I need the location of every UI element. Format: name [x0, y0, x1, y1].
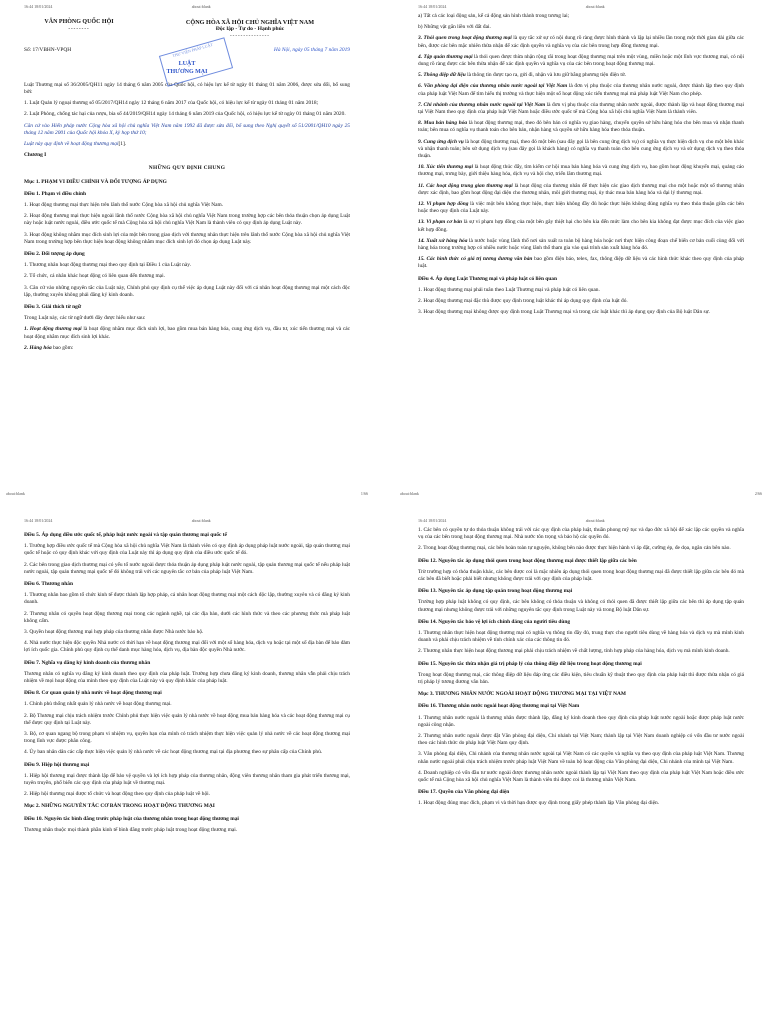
- clause: 3. Văn phòng đại diện, Chi nhánh của thương nhân nước ngoài tại Việt Nam có các quyền và nghĩa vụ theo quy định của pháp luật Việt Nam. Thương nhân nước ngoài phải chịu trách nhiệm trước pháp luật Việt Nam về toàn bộ hoạt động của Văn phòng đại diện, Chi nhánh của mình tại Việt Nam.: [418, 751, 744, 765]
- article-heading: Điều 8. Cơ quan quản lý nhà nước về hoạt động thương mại: [24, 690, 162, 697]
- clause: Thương nhân có nghĩa vụ đăng ký kinh doanh theo quy định của pháp luật. Trường hợp chưa đăng ký kinh doanh, thương nhân vẫn phải chịu trách nhiệm về mọi hoạt động của mình theo quy định của Luật này và quy định khác của pháp luật.: [24, 670, 350, 685]
- print-timestamp: 16:44 18/01/2024: [24, 4, 53, 9]
- clause: Thương nhân thuộc mọi thành phần kinh tế bình đẳng trước pháp luật trong hoạt động thương mại.: [24, 826, 238, 833]
- clause: 3. Hoạt động thương mại không được quy định trong Luật Thương mại và trong các luật khác thì áp dụng quy định của Bộ luật Dân sự.: [418, 309, 710, 316]
- article-heading: Điều 17. Quyền của Văn phòng đại diện: [418, 789, 510, 796]
- clause: 2. Tổ chức, cá nhân khác hoạt động có liên quan đến thương mại.: [24, 273, 165, 280]
- definition: 2. Hàng hóa bao gồm:: [24, 344, 74, 351]
- page-footer: about:blank 2/66: [400, 490, 762, 496]
- definition: 15. Các hình thức có giá trị tương đương văn bản bao gồm điện báo, telex, fax, thông điệp dữ liệu và các hình thức khác theo quy định của pháp luật.: [418, 256, 744, 270]
- document-page-2: [394, 0, 768, 500]
- section-heading: Mục 2. NHỮNG NGUYÊN TẮC CƠ BẢN TRONG HOẠT ĐỘNG THƯƠNG MẠI: [24, 803, 215, 810]
- article-heading: Điều 12. Nguyên tắc áp dụng thói quen trong hoạt động thương mại được thiết lập giữa các bên: [418, 557, 637, 564]
- page-header: 16:44 18/01/2024 about:blank: [418, 518, 605, 523]
- clause: 2. Thương nhân thực hiện hoạt động thương mại phải chịu trách nhiệm về chất lượng, tính hợp pháp của hàng hóa, dịch vụ mà mình kinh doanh.: [418, 648, 730, 655]
- clause: 4. Doanh nghiệp có vốn đầu tư nước ngoài được thương nhân nước ngoài thành lập tại Việt Nam theo quy định của pháp luật Việt Nam hoặc điều ước quốc tế mà Cộng hòa xã hội chủ nghĩa Việt Nam là thành viên thì được coi là thương nhân Việt Nam.: [418, 769, 744, 784]
- clause: 2. Trong hoạt động thương mại, các bên hoàn toàn tự nguyện, không bên nào được thực hiện hành vi áp đặt, cưỡng ép, đe dọa, ngăn cản bên nào.: [418, 545, 731, 552]
- clause: 1. Hoạt động đúng mục đích, phạm vi và thời hạn được quy định trong giấy phép thành lập Văn phòng đại diện.: [418, 800, 660, 807]
- document-page-1: [0, 0, 374, 500]
- page-header: [24, 0, 350, 13]
- definition: 10. Xúc tiến thương mại là hoạt động thúc đẩy, tìm kiếm cơ hội mua bán hàng hóa và cung ứng dịch vụ, bao gồm hoạt động khuyến mại, quảng cáo thương mại, trưng bày, giới thiệu hàng hóa, dịch vụ và hội chợ, triển lãm thương mại.: [418, 164, 745, 178]
- definition: 1. Hoạt động thương mại là hoạt động nhằm mục đích sinh lợi, bao gồm mua bán hàng hóa, cung ứng dịch vụ, đầu tư, xúc tiến thương mại và các hoạt động nhằm mục đích sinh lợi khác.: [24, 326, 351, 340]
- article-heading: Điều 10. Nguyên tắc bình đẳng trước pháp luật của thương nhân trong hoạt động thương mại: [24, 815, 239, 822]
- page-header: 16:44 18/01/2024 about:blank: [418, 4, 605, 9]
- definition: 13. Vi phạm cơ bản là sự vi phạm hợp đồng của một bên gây thiệt hại cho bên kia đến mức làm cho bên kia không đạt được mục đích của việc giao kết hợp đồng.: [418, 219, 744, 233]
- definition: 7. Chi nhánh của thương nhân nước ngoài tại Việt Nam là đơn vị phụ thuộc của thương nhân nước ngoài, được thành lập và hoạt động thương mại tại Việt Nam theo quy định của pháp luật Việt Nam hoặc điều ước quốc tế mà Cộng hòa xã hội chủ nghĩa Việt Nam là thành viên.: [418, 101, 744, 116]
- document-date: Hà Nội, ngày 05 tháng 7 năm 2019: [273, 46, 350, 53]
- issuing-office: VĂN PHÒNG QUỐC HỘI: [44, 19, 114, 25]
- section-heading: Mục 1. PHẠM VI ĐIỀU CHỈNH VÀ ĐỐI TƯỢNG ÁP DỤNG: [24, 178, 167, 185]
- definition: 8. Mua bán hàng hóa là hoạt động thương mại, theo đó bên bán có nghĩa vụ giao hàng, chuyển quyền sở hữu hàng hóa cho bên mua và nhận thanh toán; bên mua có nghĩa vụ thanh toán cho bên bán, nhận hàng và quyền sở hữu hàng hóa theo thỏa thuận.: [418, 120, 744, 134]
- intro-paragraph: Luật Thương mại số 36/2005/QH11 ngày 14 tháng 6 năm 2005 của Quốc hội, có hiệu lực kể từ ngày 01 tháng 01 năm 2006, được sửa đổi, bổ sung bởi:: [24, 81, 350, 96]
- document-number: Số: 17/VBHN-VPQH: [24, 46, 72, 53]
- page-header: 16:44 18/01/2024 about:blank: [24, 518, 211, 523]
- legal-scope: Luật này quy định về hoạt động thương mại: [24, 141, 119, 148]
- clause: 1. Trường hợp điều ước quốc tế mà Cộng hòa xã hội chủ nghĩa Việt Nam là thành viên có quy định áp dụng pháp luật nước ngoài, tập quán thương mại quốc tế hoặc có quy định khác với quy định của Luật này thì áp dụng quy định của điều ước quốc tế đó.: [24, 543, 350, 557]
- library-watermark-stamp: THƯ VIỆN PHÁP LUẬT: [159, 37, 233, 87]
- clause: 1. Thương nhân thực hiện hoạt động thương mại có nghĩa vụ thông tin đầy đủ, trung thực cho người tiêu dùng về hàng hóa và dịch vụ mà mình kinh doanh và phải chịu trách nhiệm về tính chính xác của các thông tin đó.: [418, 630, 744, 644]
- article-heading: Điều 1. Phạm vi điều chỉnh: [24, 190, 87, 197]
- clause: 3. Quyền hoạt động thương mại hợp pháp của thương nhân được Nhà nước bảo hộ.: [24, 629, 204, 636]
- clause: 2. Thương nhân nước ngoài được đặt Văn phòng đại diện, Chi nhánh tại Việt Nam; thành lập tại Việt Nam doanh nghiệp có vốn đầu tư nước ngoài theo các hình thức do pháp luật Việt Nam quy định.: [418, 733, 744, 747]
- definition: 3. Thói quen trong hoạt động thương mại là quy tắc xử sự có nội dung rõ ràng được hình thành và lặp lại nhiều lần trong một thời gian dài giữa các bên, được các bên mặc nhiên thừa nhận để xác định quyền và nghĩa vụ của các bên trong hợp đồng thương mại.: [418, 35, 744, 49]
- page-number: 2/66: [754, 490, 762, 496]
- article-heading: Điều 3. Giải thích từ ngữ: [24, 304, 82, 311]
- article-heading: Điều 13. Nguyên tắc áp dụng tập quán trong hoạt động thương mại: [418, 588, 573, 595]
- article-heading: Điều 4. Áp dụng Luật Thương mại và pháp luật có liên quan: [418, 275, 557, 282]
- document-page-4: [394, 514, 768, 1014]
- chapter-title: NHỮNG QUY ĐỊNH CHUNG: [148, 165, 226, 172]
- chapter-label: Chương I: [24, 152, 47, 159]
- clause: Trong hoạt động thương mại, các thông điệp dữ liệu đáp ứng các điều kiện, tiêu chuẩn kỹ thuật theo quy định của pháp luật thì được thừa nhận có giá trị pháp lý tương đương văn bản.: [418, 671, 744, 686]
- clause: Trong Luật này, các từ ngữ dưới đây được hiểu như sau:: [24, 315, 146, 322]
- clause: Trường hợp pháp luật không có quy định, các bên không có thỏa thuận và không có thói quen đã được thiết lập giữa các bên thì áp dụng tập quán thương mại nhưng không được trái với những nguyên tắc quy định trong Luật này và trong Bộ luật Dân sự.: [418, 599, 744, 613]
- article-heading: Điều 14. Nguyên tắc bảo vệ lợi ích chính đáng của người tiêu dùng: [418, 618, 571, 625]
- page-number: 1/66: [360, 490, 368, 496]
- country-name: CỘNG HÒA XÃ HỘI CHỦ NGHĨA VIỆT NAM: [185, 19, 315, 26]
- legal-basis: Căn cứ vào Hiến pháp nước Cộng hòa xã hội chủ nghĩa Việt Nam năm 1992 đã được sửa đổi, bổ sung theo Nghị quyết số 51/2001/QH10 ngày 25 tháng 12 năm 2001 của Quốc hội khóa X, kỳ họp thứ 10;: [24, 122, 350, 136]
- clause: 1. Hoạt động thương mại phải tuân theo Luật Thương mại và pháp luật có liên quan.: [418, 286, 600, 293]
- article-heading: Điều 9. Hiệp hội thương mại: [24, 761, 90, 768]
- clause: 3. Bộ, cơ quan ngang bộ trong phạm vi nhiệm vụ, quyền hạn của mình có trách nhiệm thực hiện việc quản lý nhà nước về các hoạt động thương mại trong lĩnh vực được phân công.: [24, 731, 350, 745]
- law-title-line1: LUẬT: [178, 60, 196, 67]
- footnote-ref[interactable]: [1].: [118, 141, 127, 148]
- definition: 4. Tập quán thương mại là thói quen được thừa nhận rộng rãi trong hoạt động thương mại trên một vùng, miền hoặc một lĩnh vực thương mại, có nội dung rõ ràng được các bên thừa nhận để xác định quyền và nghĩa vụ của các bên trong hoạt động thương mại.: [418, 53, 745, 68]
- clause: 1. Các bên có quyền tự do thỏa thuận không trái với các quy định của pháp luật, thuần phong mỹ tục và đạo đức xã hội để xác lập các quyền và nghĩa vụ của các bên trong hoạt động thương mại. Nhà nước tôn trọng và bảo hộ các quyền đó.: [418, 527, 744, 541]
- national-motto: Độc lập - Tự do - Hạnh phúc: [215, 26, 285, 33]
- amendment-2: 2. Luật Phòng, chống tác hại của rượu, bia số 44/2019/QH14 ngày 14 tháng 6 năm 2019 của Quốc hội, có hiệu lực kể từ ngày 01 tháng 01 năm 2020.: [24, 111, 346, 118]
- clause: 2. Thương nhân có quyền hoạt động thương mại trong các ngành nghề, tại các địa bàn, dưới các hình thức và theo các phương thức mà pháp luật không cấm.: [24, 610, 350, 624]
- clause: 2. Hiệp hội thương mại được tổ chức và hoạt động theo quy định của pháp luật về hội.: [24, 791, 211, 798]
- clause: 2. Hoạt động thương mại thực hiện ngoài lãnh thổ nước Cộng hòa xã hội chủ nghĩa Việt Nam trong trường hợp các bên thỏa thuận chọn áp dụng Luật này hoặc luật nước ngoài, điều ước quốc tế mà Cộng hòa xã hội chủ nghĩa Việt Nam là thành viên có quy định áp dụng Luật này.: [24, 213, 350, 227]
- definition: 14. Xuất xứ hàng hóa là nước hoặc vùng lãnh thổ nơi sản xuất ra toàn bộ hàng hóa hoặc nơi thực hiện công đoạn chế biến cơ bản cuối cùng đối với hàng hóa trong trường hợp có nhiều nước hoặc vùng lãnh thổ tham gia vào quá trình sản xuất hàng hóa đó.: [418, 237, 744, 252]
- document-page-3: [0, 514, 374, 1014]
- section-heading: Mục 3. THƯƠNG NHÂN NƯỚC NGOÀI HOẠT ĐỘNG THƯƠNG MẠI TẠI VIỆT NAM: [418, 691, 627, 698]
- clause: 4. Nhà nước thực hiện độc quyền Nhà nước có thời hạn về hoạt động thương mại đối với một số hàng hóa, dịch vụ hoặc tại một số địa bàn để bảo đảm lợi ích quốc gia. Chính phủ quy định cụ thể danh mục hàng hóa, dịch vụ, địa bàn độc quyền Nhà nước.: [24, 640, 350, 654]
- clause: Trừ trường hợp có thỏa thuận khác, các bên được coi là mặc nhiên áp dụng thói quen trong hoạt động thương mại đã được thiết lập giữa các bên đó mà các bên đã biết hoặc phải biết nhưng không được trái với quy định của pháp luật.: [418, 568, 744, 583]
- clause: 2. Bộ Thương mại chịu trách nhiệm trước Chính phủ thực hiện việc quản lý nhà nước về hoạt động mua bán hàng hóa và các hoạt động thương mại cụ thể được quy định tại Luật này.: [24, 712, 350, 726]
- clause: 3. Căn cứ vào những nguyên tắc của Luật này, Chính phủ quy định cụ thể việc áp dụng Luật này đối với cá nhân hoạt động thương mại một cách độc lập, thường xuyên không phải đăng ký kinh doanh.: [24, 284, 350, 298]
- clause: 1. Chính phủ thống nhất quản lý nhà nước về hoạt động thương mại.: [24, 701, 172, 708]
- clause: 1. Thương nhân bao gồm tổ chức kinh tế được thành lập hợp pháp, cá nhân hoạt động thương mại một cách độc lập, thường xuyên và có đăng ký kinh doanh.: [24, 592, 350, 606]
- article-heading: Điều 15. Nguyên tắc thừa nhận giá trị pháp lý của thông điệp dữ liệu trong hoạt động thương mại: [418, 660, 642, 667]
- clause: 3. Hoạt động không nhằm mục đích sinh lợi của một bên trong giao dịch với thương nhân thực hiện trên lãnh thổ nước Cộng hòa xã hội chủ nghĩa Việt Nam trong trường hợp bên thực hiện hoạt động không nhằm mục đích sinh lợi đó chọn áp dụng Luật này.: [24, 231, 350, 245]
- article-heading: Điều 7. Nghĩa vụ đăng ký kinh doanh của thương nhân: [24, 659, 151, 666]
- page-separator: [0, 500, 768, 514]
- article-heading: Điều 5. Áp dụng điều ước quốc tế, pháp luật nước ngoài và tập quán thương mại quốc tế: [24, 532, 227, 538]
- law-title-line2: THƯƠNG MẠI: [166, 68, 208, 75]
- definition: 6. Văn phòng đại diện của thương nhân nước ngoài tại Việt Nam là đơn vị phụ thuộc của thương nhân nước ngoài, được thành lập theo quy định của pháp luật Việt Nam để tìm hiểu thị trường và thực hiện một số hoạt động xúc tiến thương mại mà pháp luật Việt Nam cho phép.: [418, 83, 744, 97]
- article-heading: Điều 16. Thương nhân nước ngoài hoạt động thương mại tại Việt Nam: [418, 703, 580, 710]
- definition: 12. Vi phạm hợp đồng là việc một bên không thực hiện, thực hiện không đầy đủ hoặc thực hiện không đúng nghĩa vụ theo thỏa thuận giữa các bên hoặc theo quy định của Luật này.: [418, 201, 744, 215]
- motto-separator: ---------------: [230, 34, 270, 40]
- clause: 2. Hoạt động thương mại đặc thù được quy định trong luật khác thì áp dụng quy định của luật đó.: [418, 298, 628, 305]
- article-heading: Điều 6. Thương nhân: [24, 581, 73, 588]
- clause: 1. Hoạt động thương mại thực hiện trên lãnh thổ nước Cộng hòa xã hội chủ nghĩa Việt Nam.: [24, 202, 224, 209]
- clause: b) Những vật gắn liền với đất đai.: [418, 24, 491, 31]
- amendment-1: 1. Luật Quản lý ngoại thương số 05/2017/QH14 ngày 12 tháng 6 năm 2017 của Quốc hội, có hiệu lực kể từ ngày 01 tháng 01 năm 2018;: [24, 100, 319, 107]
- clause: 1. Thương nhân hoạt động thương mại theo quy định tại Điều 1 của Luật này.: [24, 262, 191, 269]
- clause: 2. Các bên trong giao dịch thương mại có yếu tố nước ngoài được thỏa thuận áp dụng pháp luật nước ngoài, tập quán thương mại quốc tế nếu pháp luật nước ngoài, tập quán thương mại quốc tế đó không trái với các nguyên tắc cơ bản của pháp luật Việt Nam.: [24, 561, 350, 575]
- office-separator: --------: [68, 27, 90, 33]
- clause: 1. Hiệp hội thương mại được thành lập để bảo vệ quyền và lợi ích hợp pháp của thương nhân, động viên thương nhân tham gia phát triển thương mại, tuyên truyền, phổ biến các quy định của pháp luật về thương mại.: [24, 772, 350, 787]
- clause: a) Tất cả các loại động sản, kể cả động sản hình thành trong tương lai;: [418, 13, 570, 19]
- definition: 11. Các hoạt động trung gian thương mại là hoạt động của thương nhân để thực hiện các giao dịch thương mại cho một hoặc một số thương nhân được xác định, bao gồm hoạt động đại diện cho thương nhân, môi giới thương mại, ủy thác mua bán hàng hóa và đại lý thương mại.: [418, 182, 745, 196]
- print-url: about:blank: [191, 4, 211, 9]
- definition: 5. Thông điệp dữ liệu là thông tin được tạo ra, gửi đi, nhận và lưu giữ bằng phương tiện điện tử.: [418, 72, 627, 79]
- definition: 9. Cung ứng dịch vụ là hoạt động thương mại, theo đó một bên (sau đây gọi là bên cung ứng dịch vụ) có nghĩa vụ thực hiện dịch vụ cho một bên khác và nhận thanh toán; bên sử dụng dịch vụ (sau đây gọi là khách hàng) có nghĩa vụ thanh toán cho bên cung ứng dịch vụ và sử dụng dịch vụ theo thỏa thuận.: [418, 138, 744, 160]
- clause: 1. Thương nhân nước ngoài là thương nhân được thành lập, đăng ký kinh doanh theo quy định của pháp luật nước ngoài hoặc được pháp luật nước ngoài công nhận.: [418, 714, 744, 728]
- article-heading: Điều 2. Đối tượng áp dụng: [24, 251, 85, 258]
- clause: 4. Ủy ban nhân dân các cấp thực hiện việc quản lý nhà nước về các hoạt động thương mại tại địa phương theo sự phân cấp của Chính phủ.: [24, 749, 323, 756]
- page-footer: about:blank 1/66: [6, 490, 368, 496]
